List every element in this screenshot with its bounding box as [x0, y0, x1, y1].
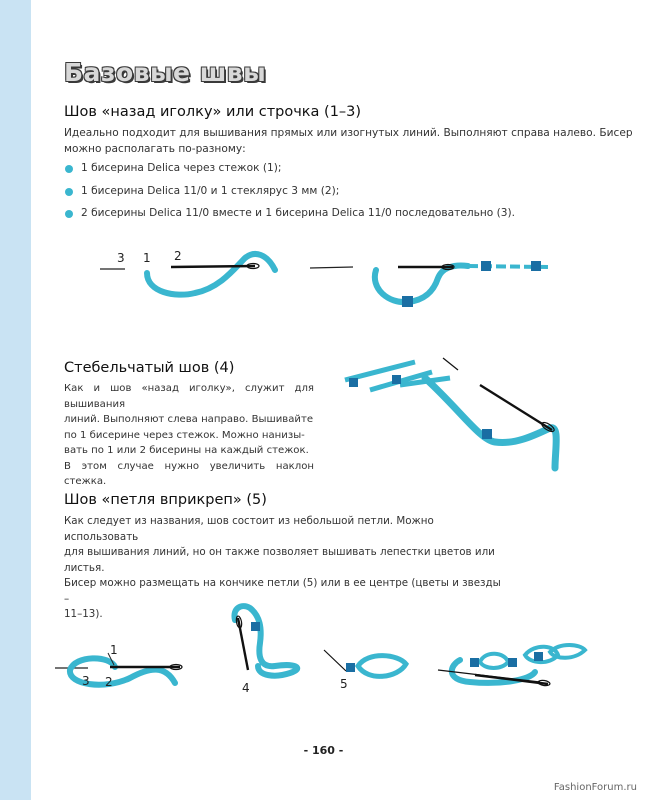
backstitch-illustration-left	[95, 240, 295, 310]
bead-icon	[482, 429, 492, 439]
section-text: Как и шов «назад иголку», служит для вышивания линий. Выполняют слева направо. Вышивайте по 1 бисерине через стежок. Можно нанизы- вать по 1 или 2 бисерины на каждый стежок. В этом случае нужно увеличить наклон стежка.	[64, 383, 314, 487]
bead-icon	[251, 622, 260, 631]
bullet-icon	[65, 210, 73, 218]
intro-line: можно располагать по-разному:	[64, 142, 246, 155]
figure-label: 2	[174, 249, 182, 263]
figure-label: 1	[110, 643, 118, 657]
section-intro	[64, 126, 633, 157]
figure-label: 3	[82, 674, 90, 688]
bullet-icon	[65, 165, 73, 173]
list-item: 1 бисерина Delica через стежок (1);	[64, 162, 515, 185]
watermark: FashionForum.ru	[553, 782, 637, 793]
lazy-daisy-illustration-4	[430, 640, 600, 700]
section-text: Как следует из названия, шов состоит из небольшой петли. Можно использовать для вышивания линий, но он также позволяет вышивать лепестки цветов или листья. Бисер можно размещать на кончике петли (5) или в ее центре (цветы и звезды – 11–13).	[64, 515, 501, 620]
section-heading-backstitch: Шов «назад иголку» или строчка (1–3)	[64, 104, 362, 120]
bullet-icon	[65, 188, 73, 196]
bead-icon	[508, 658, 517, 667]
bead-icon	[349, 378, 358, 387]
lazy-daisy-illustration-3	[318, 646, 418, 696]
section-heading-lazy-daisy: Шов «петля вприкреп» (5)	[64, 492, 267, 508]
bead-icon	[534, 652, 543, 661]
bead-icon	[402, 296, 413, 307]
page-margin-band	[0, 0, 31, 800]
lazy-daisy-illustration-2	[220, 598, 310, 698]
backstitch-illustration-right	[308, 250, 558, 320]
list-item: 2 бисерины Delica 11/0 вместе и 1 бисерина Delica 11/0 последовательно (3).	[64, 207, 515, 230]
bead-options-list	[64, 162, 515, 230]
figure-label: 2	[105, 675, 113, 689]
figure-label: 5	[340, 677, 348, 691]
list-item: 1 бисерина Delica 11/0 и 1 стеклярус 3 мм (2);	[64, 185, 515, 208]
lazy-daisy-illustration-1	[50, 645, 200, 705]
section-heading-stem: Стебельчатый шов (4)	[64, 360, 235, 376]
figure-label: 1	[143, 251, 151, 265]
figure-label: 3	[117, 251, 125, 265]
intro-line: Идеально подходит для вышивания прямых или изогнутых линий. Выполняют справа налево. Бисер	[64, 127, 633, 139]
bead-icon	[470, 658, 479, 667]
page-title: Базовые швы	[64, 58, 267, 87]
bead-icon	[481, 261, 491, 271]
stem-stitch-illustration	[340, 350, 580, 480]
page-number: - 160 -	[303, 744, 344, 757]
bead-icon	[392, 375, 401, 384]
figure-label: 4	[242, 681, 250, 695]
bead-icon	[346, 663, 355, 672]
bead-icon	[531, 261, 541, 271]
